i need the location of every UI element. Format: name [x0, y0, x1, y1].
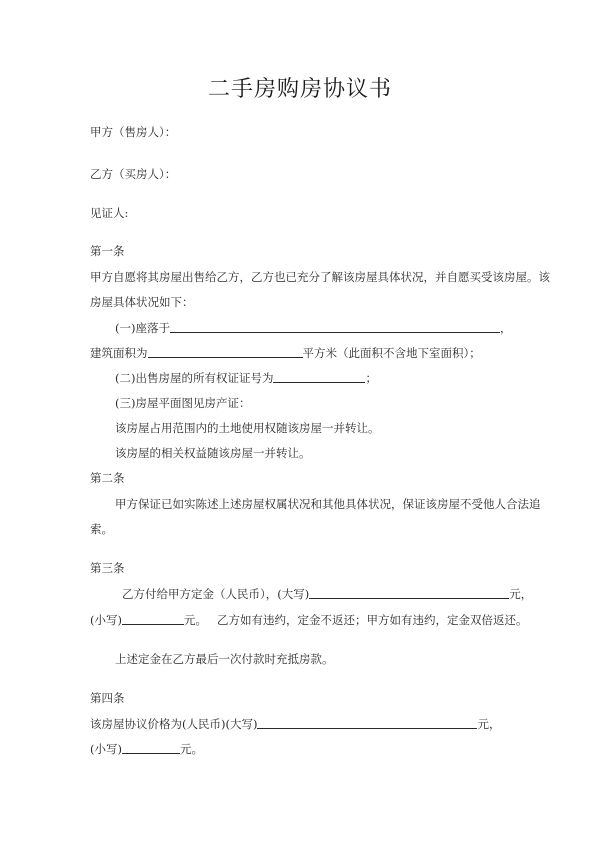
article1-area-row — [90, 345, 481, 361]
price-words-blank[interactable] — [257, 716, 477, 729]
article3-heading: 第三条 — [90, 561, 125, 575]
article3-offset: 上述定金在乙方最后一次付款时充抵房款。 — [115, 652, 334, 666]
article2-line2: 索。 — [90, 522, 113, 536]
deposit-label: 乙方付给甲方定金（人民币），(大写) — [122, 587, 310, 601]
article1-land-use: 该房屋占用范围内的土地使用权随该房屋一并转让。 — [115, 421, 380, 435]
party-a-label: 甲方（售房人）： — [90, 125, 177, 139]
deposit-small-yuan: 元。 — [183, 613, 207, 627]
deposit-yuan: 元， — [509, 587, 533, 601]
article1-rights: 该房屋的相关权益随该房屋一并转让。 — [115, 446, 311, 460]
area-label: 建筑面积为 — [90, 346, 148, 360]
deposit-small-label: (小写) — [90, 613, 122, 627]
article1-heading: 第一条 — [90, 244, 125, 258]
article1-cert-row — [115, 370, 377, 386]
article4-small-row — [90, 741, 203, 757]
price-small-label: (小写) — [90, 742, 122, 756]
cert-label: (二)出售房屋的所有权证证号为 — [115, 371, 274, 385]
price-small-yuan: 元。 — [179, 742, 203, 756]
cert-end: ； — [365, 371, 377, 385]
article2-heading: 第二条 — [90, 471, 125, 485]
article1-location-row — [115, 320, 511, 336]
deposit-figure-blank[interactable] — [122, 612, 184, 625]
area-blank[interactable] — [148, 345, 303, 358]
article4-heading: 第四条 — [90, 691, 125, 705]
price-figure-blank[interactable] — [122, 741, 180, 754]
area-unit: 平方米（此面积不含地下室面积）； — [302, 346, 481, 360]
price-label: 该房屋协议价格为(人民币)(大写) — [90, 717, 258, 731]
article3-small-row — [90, 612, 527, 628]
page-title: 二手房购房协议书 — [207, 77, 392, 102]
article2-line1: 甲方保证已如实陈述上述房屋权属状况和其他具体状况，保证该房屋不受他人合法追 — [115, 497, 541, 511]
price-yuan: 元， — [477, 717, 501, 731]
article4-price-row — [90, 716, 500, 732]
location-blank[interactable] — [170, 320, 500, 333]
cert-blank[interactable] — [273, 370, 365, 383]
article1-floorplan: (三)房屋平面图见房产证： — [115, 396, 251, 410]
location-label: (一)座落于 — [115, 321, 170, 335]
location-end: ， — [499, 321, 512, 335]
deposit-words-blank[interactable] — [309, 586, 509, 599]
article1-intro-line2: 房屋具体状况如下： — [90, 295, 194, 309]
article1-intro-line1: 甲方自愿将其房屋出售给乙方，乙方也已充分了解该房屋具体状况，并自愿买受该房屋。该 — [90, 270, 550, 284]
breach-clause: 乙方如有违约，定金不返还；甲方如有违约，定金双倍返还。 — [216, 613, 528, 627]
article3-deposit-row — [122, 586, 532, 602]
witness-label: 见证人: — [90, 206, 129, 220]
party-b-label: 乙方（买房人）： — [90, 167, 177, 181]
